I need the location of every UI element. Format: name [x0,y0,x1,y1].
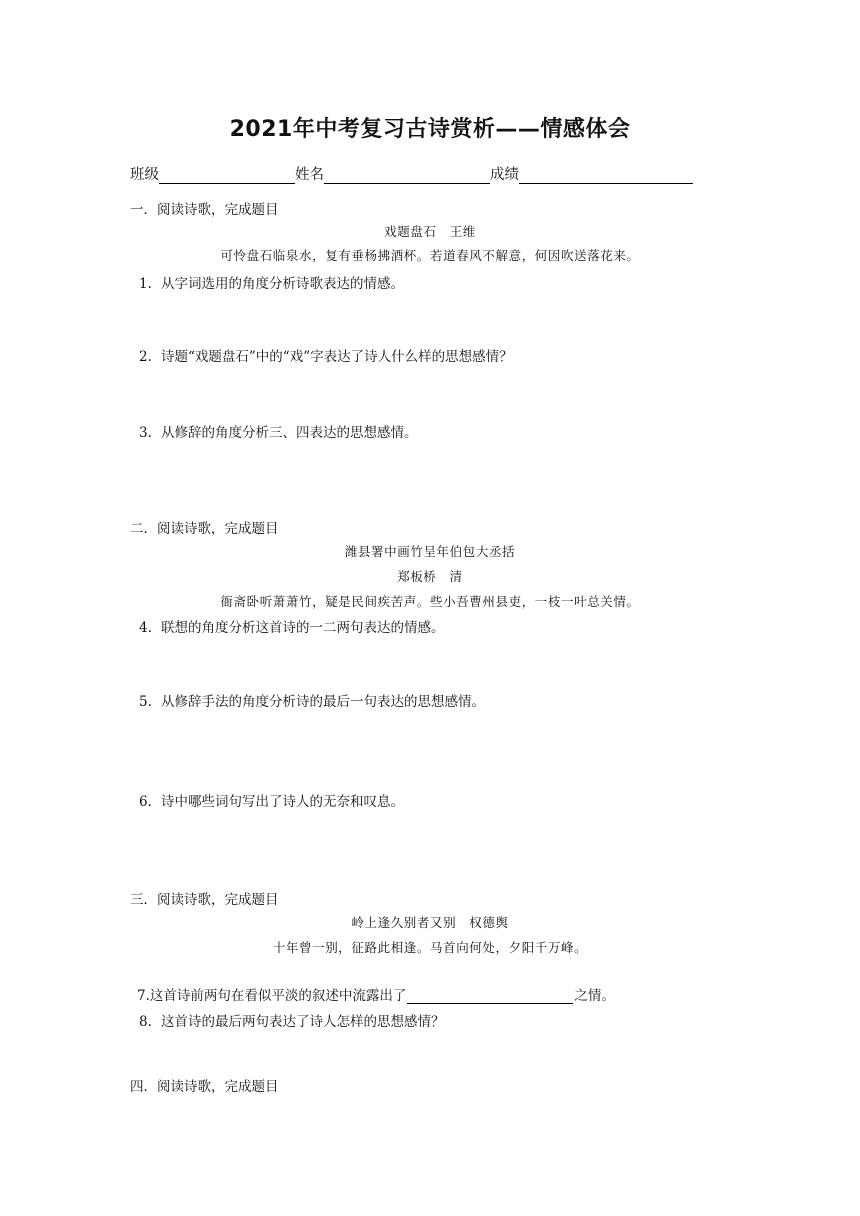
poem-1-title: 戏题盘石 王维 [384,224,476,239]
section-1-heading: 一．阅读诗歌，完成题目 [130,202,279,218]
question-3 [139,421,418,441]
question-number: 6. [139,794,152,810]
question-text: 从字词选用的角度分析诗歌表达的情感。 [161,276,404,292]
name-blank [324,168,490,184]
question-number: 7. [137,988,150,1004]
question-text: 这首诗的最后两句表达了诗人怎样的思想感情？ [161,1014,445,1030]
question-text-after: 之情。 [574,988,615,1004]
question-number: 4. [139,620,152,636]
question-text: 诗中哪些词句写出了诗人的无奈和叹息。 [161,794,404,810]
student-info-line [130,163,693,184]
question-7 [137,984,615,1004]
question-text: 联想的角度分析这首诗的一二两句表达的情感。 [161,620,445,636]
question-number: 2. [139,349,152,365]
poem-3-title: 岭上逢久别者又别 权德舆 [351,915,509,930]
poem-2-title: 潍县署中画竹呈年伯包大丞括 [344,544,516,559]
question-6 [139,790,404,810]
poem-2-text: 衙斋卧听萧萧竹，疑是民间疾苦声。些小吾曹州县吏，一枝一叶总关情。 [220,594,640,609]
question-number: 8. [139,1014,152,1030]
class-label: 班级 [130,167,159,183]
question-5 [139,690,485,710]
score-blank [519,168,693,184]
question-2 [139,345,513,365]
class-blank [159,168,295,184]
question-text: 从修辞的角度分析三、四表达的思想感情。 [161,425,418,441]
section-3-heading: 三．阅读诗歌，完成题目 [130,892,279,908]
question-1 [139,272,404,292]
poem-2-author: 郑板桥 清 [397,569,463,584]
question-text: 从修辞手法的角度分析诗的最后一句表达的思想感情。 [161,694,485,710]
name-label: 姓名 [295,167,324,183]
page-title: 2021年中考复习古诗赏析——情感体会 [229,117,631,142]
poem-3-text: 十年曾一别，征路此相逢。马首向何处，夕阳千万峰。 [272,940,588,955]
section-2-heading: 二．阅读诗歌，完成题目 [130,521,279,537]
score-label: 成绩 [490,167,519,183]
question-text-before: 这首诗前两句在看似平淡的叙述中流露出了 [149,988,407,1004]
question-8 [139,1010,445,1030]
question-text: 诗题“戏题盘石”中的“戏”字表达了诗人什么样的思想感情？ [161,349,513,365]
question-number: 1. [139,276,152,292]
question-4 [139,616,445,636]
section-4-heading: 四．阅读诗歌，完成题目 [130,1079,279,1095]
question-number: 3. [139,425,152,441]
answer-blank[interactable] [407,989,573,1004]
poem-1-text: 可怜盘石临泉水，复有垂杨拂酒杯。若道春风不解意，何因吹送落花来。 [220,248,640,263]
question-number: 5. [139,694,152,710]
